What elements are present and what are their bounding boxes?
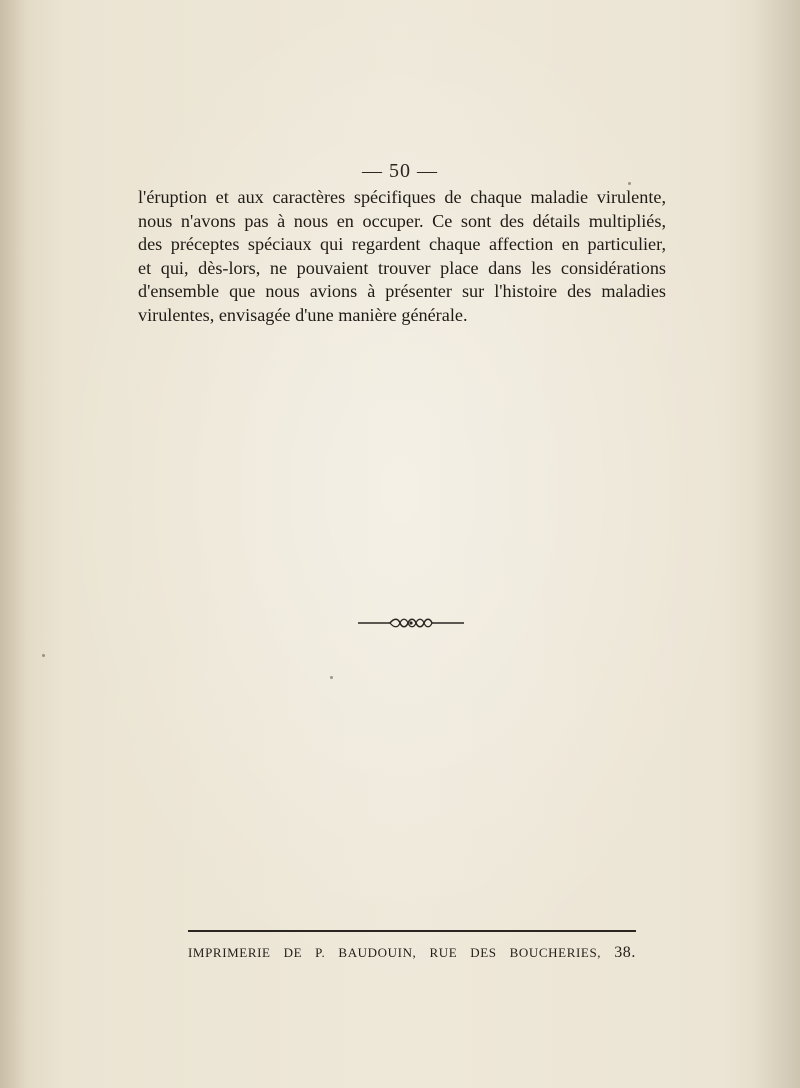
footer-rule (188, 930, 636, 932)
paragraph-line: nous n'avons pas à nous en occuper. Ce sont des détails multipliés, (138, 210, 666, 231)
paragraph-line: l'éruption et aux caractères spécifiques de chaque maladie virulente, (138, 187, 666, 207)
page-number: — 50 — (362, 160, 438, 182)
printer-imprint (188, 944, 636, 962)
imprint-number: 38. (614, 944, 636, 961)
paragraph (138, 186, 666, 328)
divider-ornament-icon (356, 616, 466, 630)
paragraph-line: virulentes, envisagée d'une manière générale. (138, 304, 468, 325)
paragraph-line: et qui, dès-lors, ne pouvaient trouver place dans les considérations (138, 257, 666, 278)
paragraph-line: d'ensemble que nous avions à présenter sur l'histoire des maladies (138, 281, 666, 302)
paper-speck (330, 676, 333, 679)
imprint-text: IMPRIMERIE DE P. BAUDOUIN, RUE DES BOUCHERIES, (188, 945, 602, 960)
paper-speck (42, 654, 45, 657)
paper-speck (628, 182, 631, 185)
paragraph-line: des préceptes spéciaux qui regardent chaque affection en particulier, (138, 234, 666, 255)
